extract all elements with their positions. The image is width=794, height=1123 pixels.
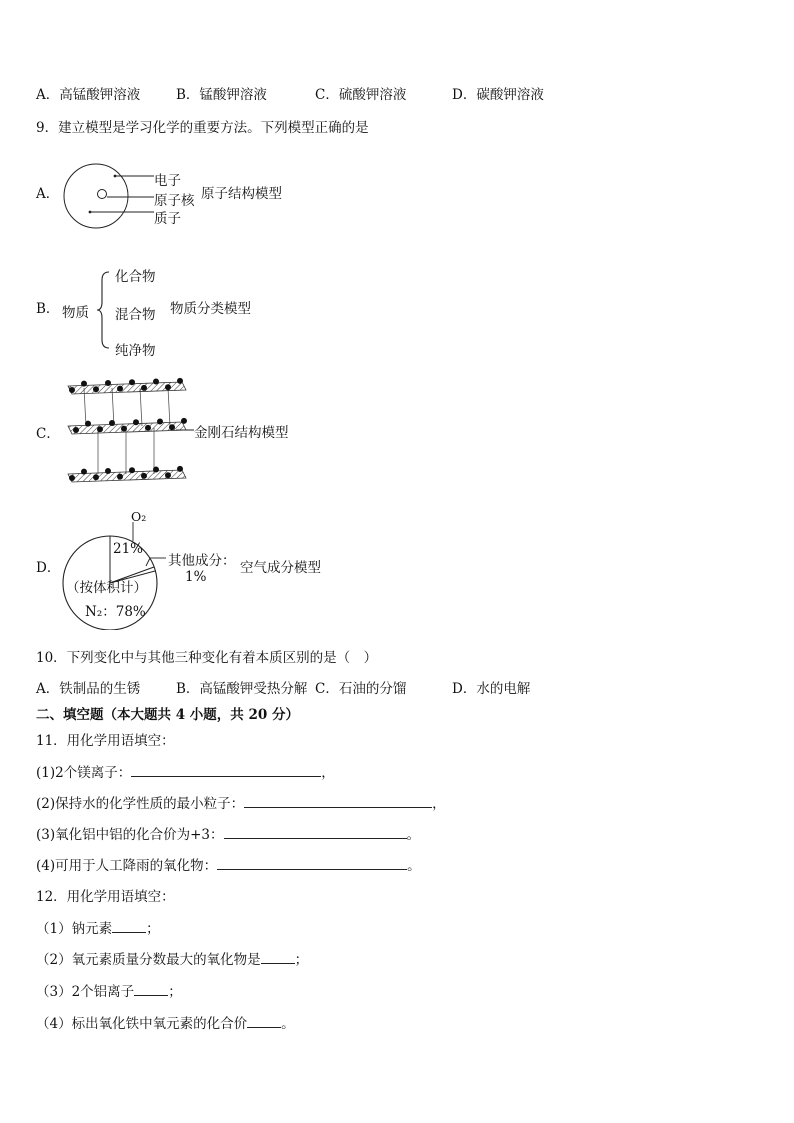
atom-label-proton: 质子 [154,211,181,227]
atom-dot [129,467,135,473]
q11-item-1: (1)2个镁离子： ， [36,765,335,781]
atom-dot [133,419,139,425]
pie-label-o2-pct: 21% [113,541,144,557]
atom-dot [177,466,183,472]
q11-item-3: (3)氧化铝中铝的化合价为+3： 。 [36,827,421,843]
q8-option-a: A．高锰酸钾溶液 [36,87,141,103]
answer-blank[interactable] [134,982,168,996]
atom-dot [93,474,99,480]
atom-dot [81,381,87,387]
atom-dot [169,424,175,430]
atom-dot [165,384,171,390]
answer-blank[interactable] [261,950,295,964]
q9-c-label: C． [36,426,60,442]
air-model-name: 空气成分模型 [240,560,321,576]
atom-model-diagram [62,160,162,232]
atom-dot [129,379,135,385]
answer-blank[interactable] [224,825,407,839]
atom-dot [177,378,183,384]
q11-item-4: (4)可用于人工降雨的氧化物： 。 [36,858,421,874]
atom-outer-circle [64,164,128,228]
q9-b-label: B． [36,301,60,317]
answer-blank[interactable] [247,1014,281,1028]
atom-dot [105,468,111,474]
atom-dot [117,386,123,392]
atom-dot [157,419,163,425]
atom-label-electron: 电子 [154,173,181,189]
atom-dot [109,420,115,426]
atom-dot [97,426,103,432]
classification-pure: 纯净物 [115,343,156,359]
q9-stem: 9．建立模型是学习化学的重要方法。下列模型正确的是 [36,120,369,136]
pie-label-other-pct: 1% [185,569,207,585]
q9-a-label: A． [36,186,60,202]
atom-dot [165,472,171,478]
classification-compound: 化合物 [115,269,156,285]
q12-item-4: （4）标出氧化铁中氧元素的化合价 。 [36,1016,295,1032]
answer-blank[interactable] [131,763,321,777]
atom-dot [145,425,151,431]
atom-dot [153,467,159,473]
q10-option-c: C．石油的分馏 [315,681,407,697]
answer-blank[interactable] [217,856,407,870]
q10-option-d: D．水的电解 [452,681,531,697]
atom-dot [105,380,111,386]
q12-item-2: （2）氧元素质量分数最大的氧化物是 ； [36,952,309,968]
atom-dot [181,418,187,424]
atom-dot [117,474,123,480]
q11-stem: 11．用化学用语填空： [36,733,175,749]
pie-label-o2: O₂ [131,509,147,524]
atom-dot [69,387,75,393]
pie-label-other: 其他成分： [168,553,236,569]
pie-label-n2: N₂：78% [85,604,146,620]
brace-icon [96,270,112,350]
answer-blank[interactable] [112,919,146,933]
q9-d-label: D． [36,560,61,576]
q8-option-d: D．碳酸钾溶液 [452,87,544,103]
atom-dot [73,427,79,433]
atom-model-name: 原子结构模型 [201,186,282,202]
q10-stem: 10．下列变化中与其他三种变化有着本质区别的是（ ） [36,650,378,666]
atom-dot [69,475,75,481]
layered-structure-diagram [62,372,192,484]
layered-model-name: 金刚石结构模型 [194,425,289,441]
atom-dot [85,421,91,427]
atom-dot [153,379,159,385]
q10-option-a: A．铁制品的生锈 [36,681,141,697]
nucleus-circle [98,190,107,199]
pie-label-basis: （按体积计） [66,580,147,596]
section-title: 二、填空题（本大题共 4 小题，共 20 分） [36,707,299,723]
q12-item-1: （1）钠元素 ； [36,921,160,937]
answer-blank[interactable] [244,794,432,808]
classification-model-name: 物质分类模型 [170,301,251,317]
atom-dot [121,426,127,432]
atom-dot [81,469,87,475]
classification-mixture: 混合物 [115,307,156,323]
classification-root: 物质 [62,305,89,321]
atom-label-nucleus: 原子核 [154,193,195,209]
atom-dot [141,473,147,479]
q8-option-c: C．硫酸钾溶液 [315,87,407,103]
q8-option-b: B．锰酸钾溶液 [176,87,267,103]
q10-option-b: B．高锰酸钾受热分解 [176,681,308,697]
q12-stem: 12．用化学用语填空： [36,889,175,905]
atom-dot [93,386,99,392]
q11-item-2: (2)保持水的化学性质的最小粒子： ， [36,796,446,812]
atom-dot [141,385,147,391]
q12-item-3: （3）2个铝离子 ； [36,984,182,1000]
